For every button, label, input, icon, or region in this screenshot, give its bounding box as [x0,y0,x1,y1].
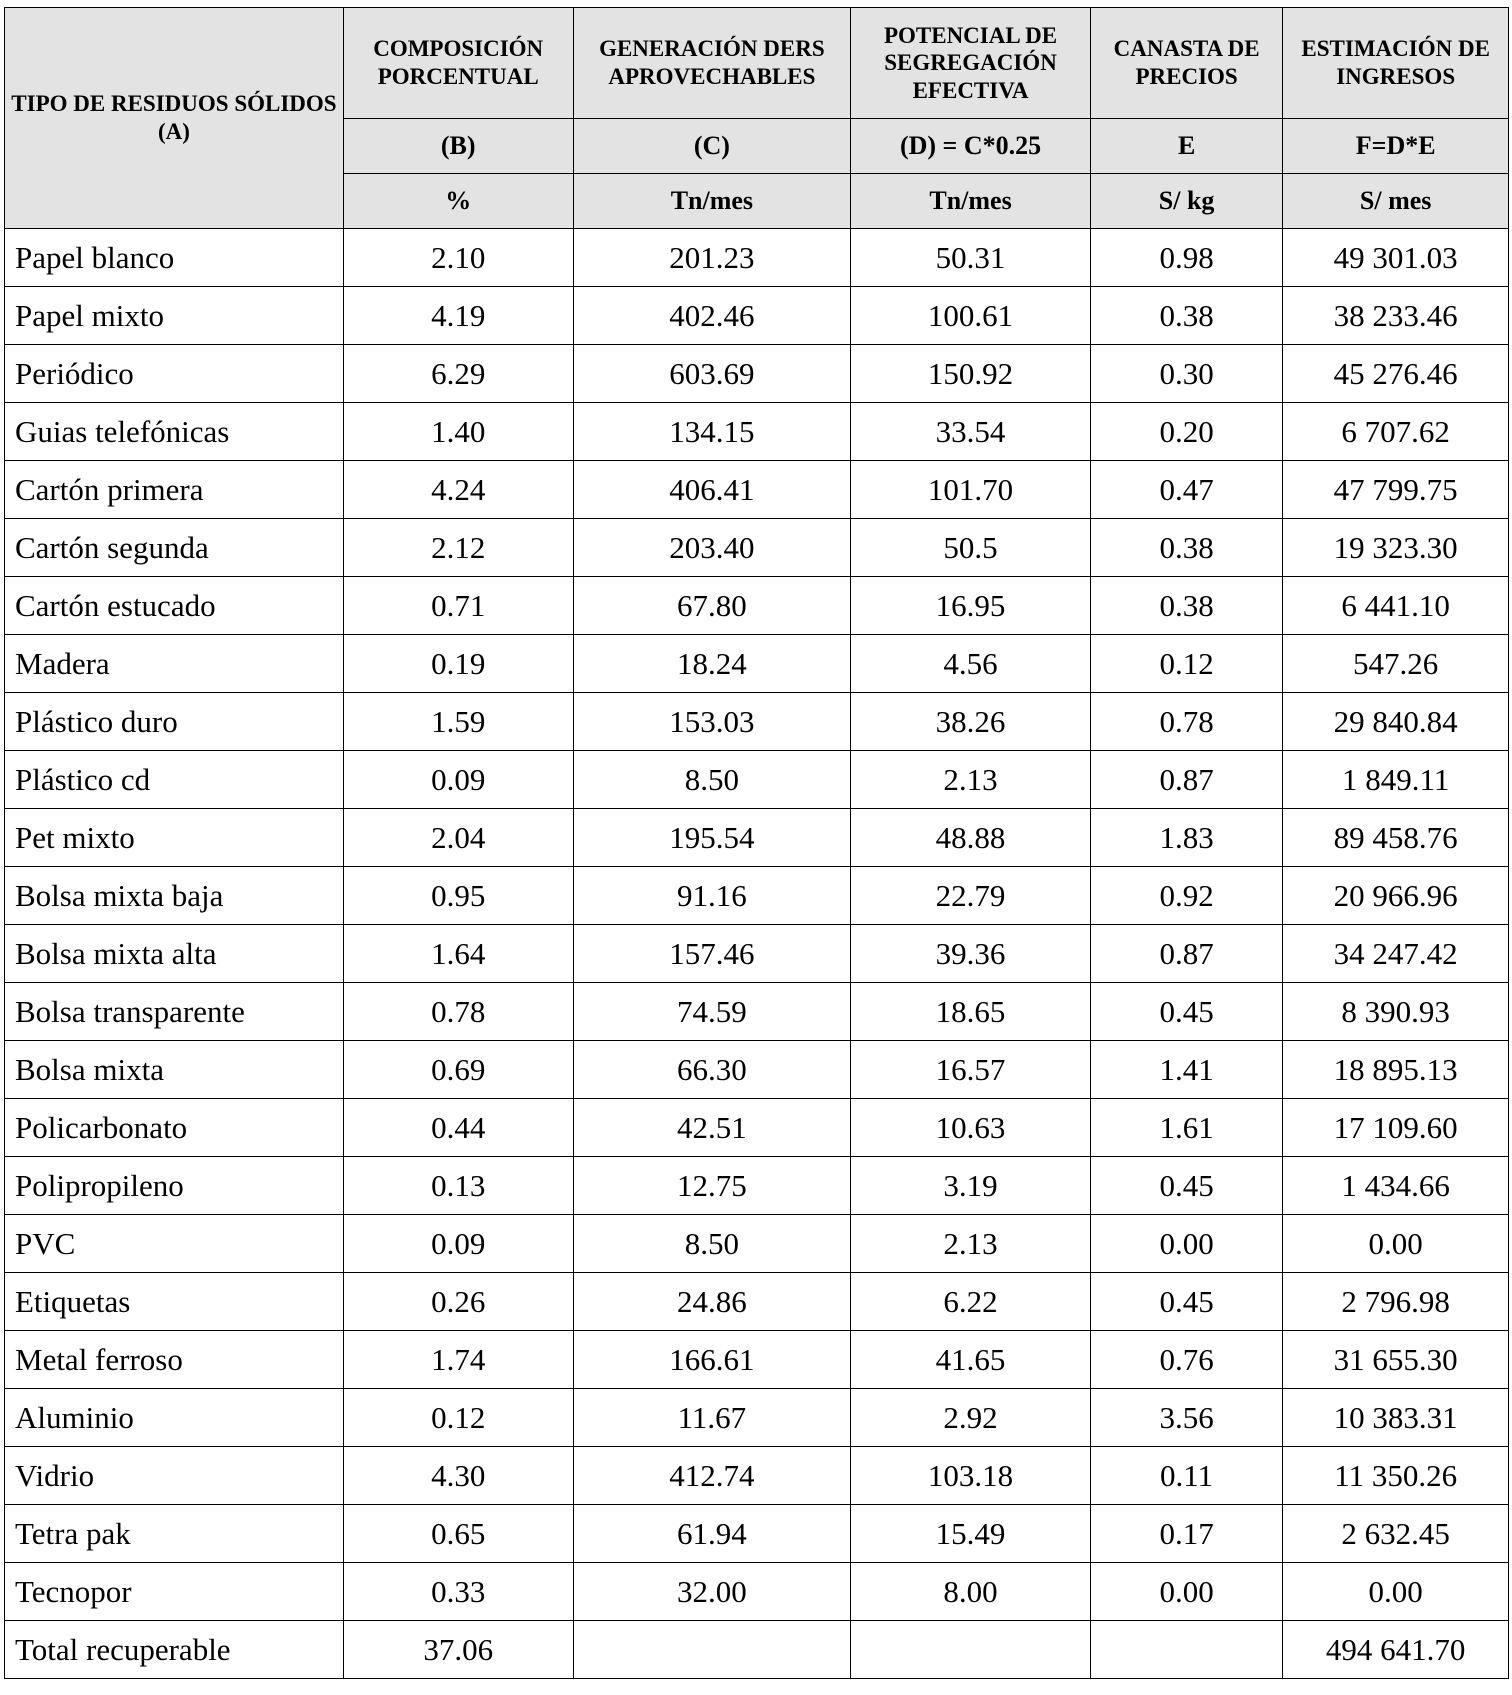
cell-waste-type: PVC [5,1215,344,1273]
table-row [5,229,1509,287]
cell-income: 17 109.60 [1283,1099,1509,1157]
cell-generation: 32.00 [573,1563,851,1621]
cell-waste-type: Aluminio [5,1389,344,1447]
table-container [4,7,1509,1679]
cell-price: 0.12 [1090,635,1283,693]
cell-segregation: 39.36 [851,925,1091,983]
cell-price: 0.38 [1090,287,1283,345]
table-row [5,925,1509,983]
cell-generation: 406.41 [573,461,851,519]
cell-income: 38 233.46 [1283,287,1509,345]
cell-generation: 11.67 [573,1389,851,1447]
table-row [5,519,1509,577]
cell-segregation: 50.31 [851,229,1091,287]
cell-composition: 0.09 [343,751,573,809]
cell-segregation: 16.57 [851,1041,1091,1099]
header-row-titles [5,8,1509,119]
header-prices: CANASTA DE PRECIOS [1090,8,1283,119]
table-row [5,1563,1509,1621]
cell-segregation: 22.79 [851,867,1091,925]
table-row [5,1331,1509,1389]
cell-generation: 74.59 [573,983,851,1041]
cell-composition: 4.24 [343,461,573,519]
cell-price: 0.87 [1090,925,1283,983]
cell-income: 45 276.46 [1283,345,1509,403]
formula-d: (D) = C*0.25 [851,119,1091,174]
unit-e: S/ kg [1090,174,1283,229]
cell-waste-type: Papel mixto [5,287,344,345]
cell-generation: 166.61 [573,1331,851,1389]
cell-income: 47 799.75 [1283,461,1509,519]
table-row [5,809,1509,867]
cell-composition: 2.04 [343,809,573,867]
cell-price: 0.11 [1090,1447,1283,1505]
header-income: ESTIMACIÓN DE INGRESOS [1283,8,1509,119]
cell-segregation: 100.61 [851,287,1091,345]
cell-income: 11 350.26 [1283,1447,1509,1505]
cell-price: 0.87 [1090,751,1283,809]
cell-generation: 42.51 [573,1099,851,1157]
cell-price: 3.56 [1090,1389,1283,1447]
cell-generation: 134.15 [573,403,851,461]
cell-waste-type: Madera [5,635,344,693]
cell-waste-type: Pet mixto [5,809,344,867]
formula-b: (B) [343,119,573,174]
cell-price: 0.20 [1090,403,1283,461]
cell-generation: 402.46 [573,287,851,345]
table-row [5,693,1509,751]
cell-income: 1 434.66 [1283,1157,1509,1215]
header-waste-type: TIPO DE RESIDUOS SÓLIDOS (A) [5,8,344,229]
cell-composition: 0.26 [343,1273,573,1331]
cell-price: 0.98 [1090,229,1283,287]
table-row [5,983,1509,1041]
cell-income: 0.00 [1283,1215,1509,1273]
cell-composition: 0.69 [343,1041,573,1099]
cell-composition: 2.10 [343,229,573,287]
cell-waste-type: Polipropileno [5,1157,344,1215]
cell-income: 89 458.76 [1283,809,1509,867]
formula-f: F=D*E [1283,119,1509,174]
table-row [5,577,1509,635]
cell-income: 2 796.98 [1283,1273,1509,1331]
cell-generation: 203.40 [573,519,851,577]
cell-segregation: 50.5 [851,519,1091,577]
table-row [5,1157,1509,1215]
cell-segregation: 101.70 [851,461,1091,519]
cell-income: 31 655.30 [1283,1331,1509,1389]
cell-segregation: 2.13 [851,1215,1091,1273]
total-cell-segregation [851,1621,1091,1679]
cell-segregation: 15.49 [851,1505,1091,1563]
cell-generation: 12.75 [573,1157,851,1215]
cell-composition: 1.64 [343,925,573,983]
unit-b: % [343,174,573,229]
cell-waste-type: Tetra pak [5,1505,344,1563]
cell-waste-type: Bolsa mixta baja [5,867,344,925]
cell-waste-type: Vidrio [5,1447,344,1505]
cell-waste-type: Cartón segunda [5,519,344,577]
cell-composition: 0.44 [343,1099,573,1157]
cell-price: 0.38 [1090,577,1283,635]
cell-segregation: 103.18 [851,1447,1091,1505]
cell-generation: 157.46 [573,925,851,983]
cell-composition: 1.40 [343,403,573,461]
cell-price: 0.45 [1090,1273,1283,1331]
cell-income: 10 383.31 [1283,1389,1509,1447]
cell-segregation: 18.65 [851,983,1091,1041]
cell-waste-type: Plástico cd [5,751,344,809]
cell-generation: 412.74 [573,1447,851,1505]
cell-price: 1.61 [1090,1099,1283,1157]
cell-composition: 0.71 [343,577,573,635]
cell-composition: 1.59 [343,693,573,751]
cell-generation: 61.94 [573,1505,851,1563]
cell-waste-type: Bolsa mixta alta [5,925,344,983]
table-row [5,1041,1509,1099]
cell-price: 0.92 [1090,867,1283,925]
cell-price: 0.45 [1090,1157,1283,1215]
cell-composition: 1.74 [343,1331,573,1389]
cell-waste-type: Papel blanco [5,229,344,287]
cell-price: 0.17 [1090,1505,1283,1563]
cell-generation: 195.54 [573,809,851,867]
cell-waste-type: Cartón primera [5,461,344,519]
cell-composition: 0.13 [343,1157,573,1215]
table-row [5,345,1509,403]
unit-c: Tn/mes [573,174,851,229]
cell-price: 0.00 [1090,1215,1283,1273]
unit-d: Tn/mes [851,174,1091,229]
cell-income: 8 390.93 [1283,983,1509,1041]
cell-waste-type: Periódico [5,345,344,403]
cell-income: 34 247.42 [1283,925,1509,983]
cell-income: 547.26 [1283,635,1509,693]
cell-income: 18 895.13 [1283,1041,1509,1099]
cell-segregation: 16.95 [851,577,1091,635]
cell-composition: 2.12 [343,519,573,577]
cell-segregation: 33.54 [851,403,1091,461]
cell-waste-type: Guias telefónicas [5,403,344,461]
cell-segregation: 3.19 [851,1157,1091,1215]
cell-generation: 603.69 [573,345,851,403]
cell-generation: 67.80 [573,577,851,635]
cell-waste-type: Cartón estucado [5,577,344,635]
total-cell-composition: 37.06 [343,1621,573,1679]
cell-price: 0.78 [1090,693,1283,751]
cell-income: 29 840.84 [1283,693,1509,751]
cell-waste-type: Tecnopor [5,1563,344,1621]
table-row [5,461,1509,519]
cell-segregation: 38.26 [851,693,1091,751]
table-row [5,751,1509,809]
cell-composition: 4.19 [343,287,573,345]
formula-c: (C) [573,119,851,174]
table-row [5,1273,1509,1331]
cell-composition: 0.78 [343,983,573,1041]
cell-income: 0.00 [1283,1563,1509,1621]
table-row [5,403,1509,461]
cell-segregation: 4.56 [851,635,1091,693]
cell-price: 0.47 [1090,461,1283,519]
cell-price: 0.30 [1090,345,1283,403]
table-row [5,1505,1509,1563]
cell-price: 0.00 [1090,1563,1283,1621]
cell-income: 1 849.11 [1283,751,1509,809]
table-row [5,1389,1509,1447]
cell-composition: 4.30 [343,1447,573,1505]
header-composition: COMPOSICIÓN PORCENTUAL [343,8,573,119]
cell-segregation: 10.63 [851,1099,1091,1157]
cell-generation: 91.16 [573,867,851,925]
cell-segregation: 8.00 [851,1563,1091,1621]
cell-segregation: 2.13 [851,751,1091,809]
cell-waste-type: Plástico duro [5,693,344,751]
header-generation: GENERACIÓN DERS APROVECHABLES [573,8,851,119]
total-cell-generation [573,1621,851,1679]
cell-composition: 0.09 [343,1215,573,1273]
table-body [5,229,1509,1679]
cell-composition: 0.33 [343,1563,573,1621]
cell-segregation: 6.22 [851,1273,1091,1331]
total-cell-income: 494 641.70 [1283,1621,1509,1679]
cell-generation: 201.23 [573,229,851,287]
total-cell-price [1090,1621,1283,1679]
table-row [5,1215,1509,1273]
cell-price: 1.83 [1090,809,1283,867]
cell-income: 2 632.45 [1283,1505,1509,1563]
cell-waste-type: Bolsa mixta [5,1041,344,1099]
cell-income: 49 301.03 [1283,229,1509,287]
cell-price: 1.41 [1090,1041,1283,1099]
cell-generation: 18.24 [573,635,851,693]
header-segregation: POTENCIAL DE SEGREGACIÓN EFECTIVA [851,8,1091,119]
cell-waste-type: Metal ferroso [5,1331,344,1389]
cell-income: 6 441.10 [1283,577,1509,635]
cell-composition: 0.65 [343,1505,573,1563]
cell-generation: 153.03 [573,693,851,751]
cell-segregation: 2.92 [851,1389,1091,1447]
total-cell-waste-type: Total recuperable [5,1621,344,1679]
cell-generation: 8.50 [573,1215,851,1273]
formula-e: E [1090,119,1283,174]
cell-composition: 0.12 [343,1389,573,1447]
total-row [5,1621,1509,1679]
cell-waste-type: Etiquetas [5,1273,344,1331]
cell-generation: 24.86 [573,1273,851,1331]
cell-segregation: 48.88 [851,809,1091,867]
cell-price: 0.76 [1090,1331,1283,1389]
table-row [5,867,1509,925]
cell-income: 6 707.62 [1283,403,1509,461]
table-row [5,1447,1509,1505]
cell-waste-type: Policarbonato [5,1099,344,1157]
waste-income-table [4,7,1509,1679]
unit-f: S/ mes [1283,174,1509,229]
cell-composition: 6.29 [343,345,573,403]
cell-income: 19 323.30 [1283,519,1509,577]
cell-price: 0.38 [1090,519,1283,577]
cell-composition: 0.19 [343,635,573,693]
cell-composition: 0.95 [343,867,573,925]
table-row [5,635,1509,693]
cell-generation: 8.50 [573,751,851,809]
cell-segregation: 41.65 [851,1331,1091,1389]
table-row [5,287,1509,345]
cell-income: 20 966.96 [1283,867,1509,925]
cell-price: 0.45 [1090,983,1283,1041]
table-row [5,1099,1509,1157]
cell-segregation: 150.92 [851,345,1091,403]
cell-waste-type: Bolsa transparente [5,983,344,1041]
cell-generation: 66.30 [573,1041,851,1099]
